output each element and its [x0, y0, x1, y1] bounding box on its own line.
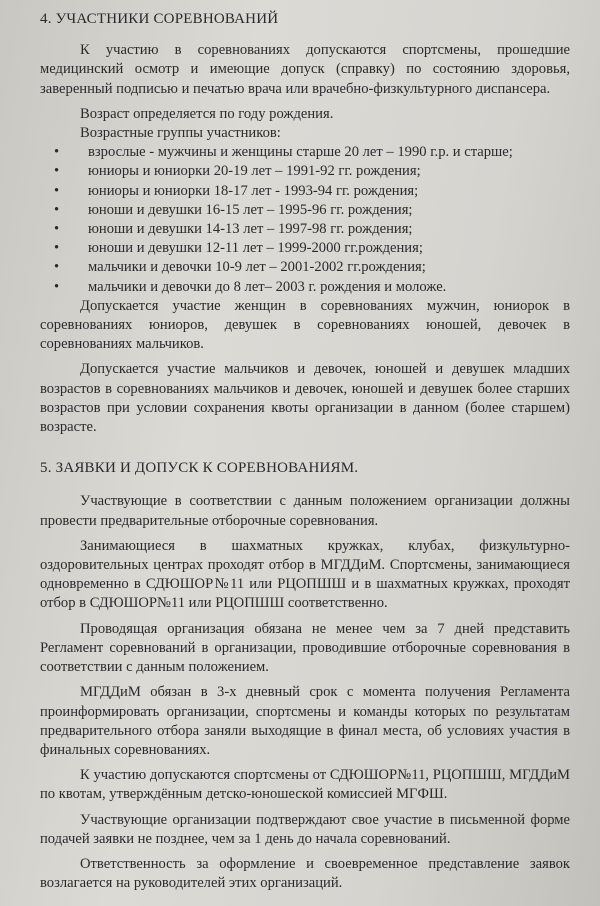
age-group-item: • юниоры и юниорки 18-17 лет - 1993-94 гг. рождения; — [88, 182, 570, 201]
section-5-heading: 5. ЗАЯВКИ И ДОПУСК К СОРЕВНОВАНИЯМ. — [40, 460, 359, 477]
section-4-paragraph-1: К участию в соревнованиях допускаются спортсмены, прошедшие медицинский осмотр и имеющие допуск (справку) по состоянию здоровья, заверенный подписью и печатью врача или врачебно-физкультурного диспансера. — [40, 42, 570, 97]
bullet-icon: • — [54, 221, 60, 238]
bullet-icon: • — [54, 278, 60, 295]
section-4-paragraph-5: Допускается участие мальчиков и девочек, юношей и девушек младших возрастов в соревнованиях мальчиков и девочек, юношей и девушек более старших возрастов при условии сохранения квоты организации в данном (более старшем) возрасте. — [40, 361, 570, 436]
section-5-paragraph-3: Проводящая организация обязана не менее чем за 7 дней представить Регламент соревнований в организации, проводившие отборочные соревнования в соответствии с данным положением. — [40, 620, 570, 676]
age-group-item: • юниоры и юниорки 20-19 лет – 1991-92 гг. рождения; — [88, 162, 570, 181]
age-group-item: • мальчики и девочки 10-9 лет – 2001-2002 гг.рождения; — [88, 258, 570, 277]
bullet-icon: • — [54, 144, 60, 161]
section-4-heading: 4. УЧАСТНИКИ СОРЕВНОВАНИЙ — [40, 11, 279, 27]
age-group-item: • юноши и девушки 12-11 лет – 1999-2000 гг.рождения; — [88, 239, 570, 258]
bullet-icon: • — [54, 240, 60, 257]
section-5-paragraph-2: Занимающиеся в шахматных кружках, клубах, физкультурно-оздоровительных центрах проходят отбор в МГДДиМ. Спортсмены, занимающиеся одновременно в СДЮШОР№11 или РЦОПШШ и в шахматных кружках, проходят отбор в СДЮШОР№11 или РЦОПШШ соответственно. — [40, 537, 570, 612]
age-group-item: • юноши и девушки 14-13 лет – 1997-98 гг. рождения; — [88, 220, 570, 239]
bullet-icon: • — [54, 201, 60, 218]
bullet-icon: • — [54, 163, 60, 180]
section-5-paragraph-4: МГДДиМ обязан в 3-х дневный срок с момента получения Регламента проинформировать организации, спортсмены и команды которых по результатам предварительного отбора заняли выходящие в финал места, об условиях участия в финальных соревнованиях. — [40, 684, 570, 758]
age-groups-list — [40, 143, 570, 297]
section-5-paragraph-6: Участвующие организации подтверждают свое участие в письменной форме подачей заявки не позднее, чем за 1 день до начала соревнований. — [40, 811, 570, 847]
section-5-paragraph-5: К участию допускаются спортсмены от СДЮШОР№11, РЦОПШШ, МГДДиМ по квотам, утверждённым детско-юношеской комиссией МГФШ. — [40, 767, 570, 803]
bullet-icon: • — [54, 182, 60, 199]
section-4-paragraph-3: Возрастные группы участников: — [80, 125, 281, 142]
section-5-paragraph-7: Ответственность за оформление и своевременное представление заявок возлагается на руководителей этих организаций. — [40, 855, 570, 892]
bullet-icon: • — [54, 259, 60, 276]
section-4-paragraph-2: Возраст определяется по году рождения. — [80, 105, 334, 122]
age-group-item: • мальчики и девочки до 8 лет– 2003 г. рождения и моложе. — [88, 278, 570, 297]
age-group-item: • взрослые - мужчины и женщины старше 20 лет – 1990 г.р. и старше; — [88, 143, 570, 162]
section-5-paragraph-1: Участвующие в соответствии с данным положением организации должны провести предварительные отборочные соревнования. — [40, 493, 570, 529]
age-group-item: • юноши и девушки 16-15 лет – 1995-96 гг. рождения; — [88, 201, 570, 220]
section-4-paragraph-4: Допускается участие женщин в соревнованиях мужчин, юниорок в соревнованиях юниоров, девушек в соревнованиях юношей, девочек в соревнованиях мальчиков. — [40, 297, 570, 353]
